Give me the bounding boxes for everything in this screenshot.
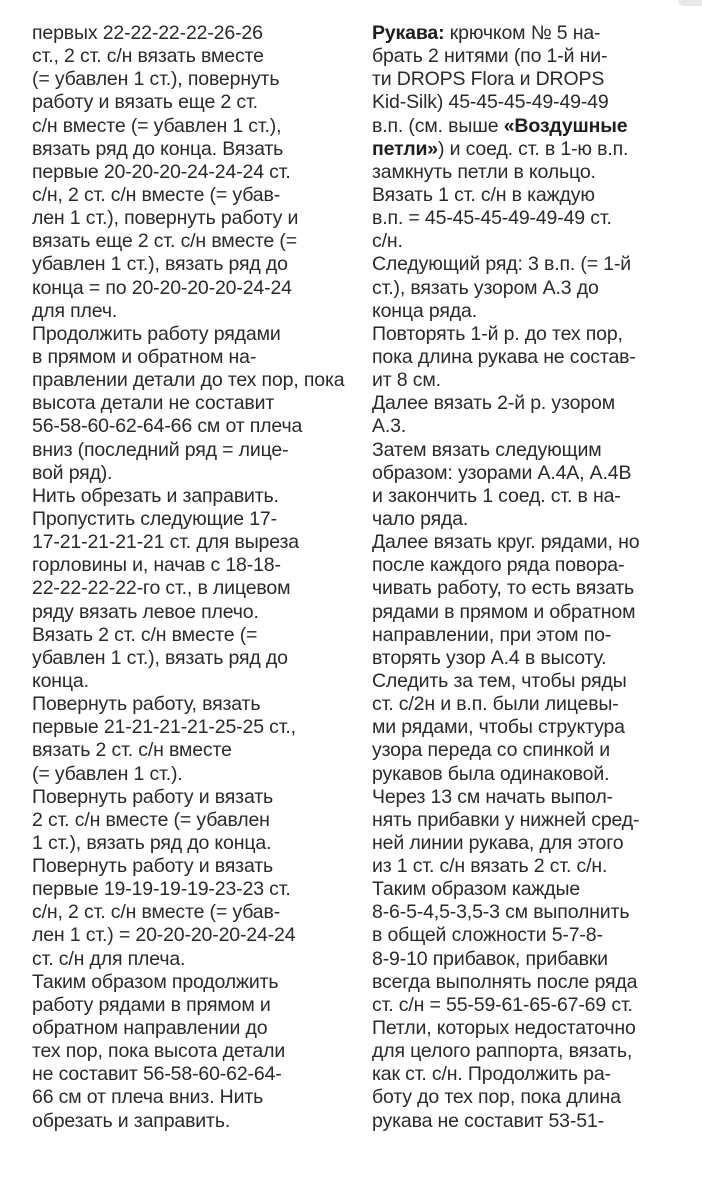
text-run: обрезать и заправить. xyxy=(32,1109,231,1132)
text-run: чало ряда. xyxy=(372,507,469,530)
right-column-line xyxy=(372,346,684,369)
right-column-line xyxy=(372,670,684,693)
left-column-line xyxy=(32,1040,344,1063)
left-column-line xyxy=(32,924,344,947)
right-column-line xyxy=(372,323,684,346)
text-run: Нить обрезать и заправить. xyxy=(32,484,279,507)
left-column-line xyxy=(32,485,344,508)
left-column-line xyxy=(32,184,344,207)
right-column-line xyxy=(372,577,684,600)
text-run: Через 13 см начать выпол- xyxy=(372,785,613,808)
left-column-line xyxy=(32,994,344,1017)
text-run: высота детали не составит xyxy=(32,392,275,415)
right-column-line xyxy=(372,485,684,508)
text-run: первые 21-21-21-21-25-25 ст., xyxy=(32,716,296,739)
text-run: вторять узор А.4 в высоту. xyxy=(372,646,607,669)
text-run: и закончить 1 соед. ст. в на- xyxy=(372,484,621,507)
right-column-line xyxy=(372,415,684,438)
left-column-line xyxy=(32,786,344,809)
left-column-line xyxy=(32,323,344,346)
right-column-line xyxy=(372,392,684,415)
text-run: вязать 2 ст. с/н вместе xyxy=(32,739,232,762)
text-run: Вязать 1 ст. с/н в каждую xyxy=(372,183,595,206)
left-column-line xyxy=(32,161,344,184)
text-run: вязать еще 2 ст. с/н вместе (= xyxy=(32,230,297,253)
text-run: рукава не составит 53-51- xyxy=(372,1109,604,1132)
bold-text-run: Рукава: xyxy=(372,22,445,44)
text-run: для плеч. xyxy=(32,299,118,322)
text-run: 66 см от плеча вниз. Нить xyxy=(32,1086,264,1109)
text-run: с/н вместе (= убавлен 1 ст.), xyxy=(32,114,282,137)
right-column-line xyxy=(372,948,684,971)
text-run: всегда выполнять после ряда xyxy=(372,970,638,993)
bold-text-run: «Воздушные xyxy=(503,114,628,137)
text-run: Повернуть работу и вязать xyxy=(32,855,274,878)
text-run: ст. с/н для плеча. xyxy=(32,947,186,970)
text-run: ми рядами, чтобы структура xyxy=(372,716,625,739)
right-column-line xyxy=(372,138,684,161)
left-column-line xyxy=(32,68,344,91)
text-run: вязать ряд до конца. Вязать xyxy=(32,137,284,160)
right-column-line xyxy=(372,901,684,924)
text-run: Далее вязать 2-й р. узором xyxy=(372,392,615,415)
text-run: Вязать 2 ст. с/н вместе (= xyxy=(32,623,258,646)
text-run: убавлен 1 ст.), вязать ряд до xyxy=(32,646,288,669)
left-column-line xyxy=(32,763,344,786)
text-run: ст. с/2н и в.п. были лицевы- xyxy=(372,693,619,716)
right-column-line xyxy=(372,207,684,230)
text-run: 22-22-22-22-го ст., в лицевом xyxy=(32,577,291,600)
text-run: Далее вязать круг. рядами, но xyxy=(372,531,640,554)
text-run: обратном направлении до xyxy=(32,1017,268,1040)
left-column-line xyxy=(32,253,344,276)
text-run: из 1 ст. с/н вязать 2 ст. с/н. xyxy=(372,855,608,878)
right-column-line xyxy=(372,924,684,947)
text-run: горловины и, начав с 18-18- xyxy=(32,554,281,577)
left-column-line xyxy=(32,45,344,68)
left-column-line xyxy=(32,508,344,531)
text-run: образом: узорами А.4А, А.4В xyxy=(372,461,632,484)
text-run: первые 19-19-19-19-23-23 ст. xyxy=(32,878,291,901)
page-corner-mark xyxy=(678,0,702,6)
text-run: крючком № 5 на- xyxy=(444,22,601,44)
right-column-line xyxy=(372,462,684,485)
text-run: в прямом и обратном на- xyxy=(32,345,257,368)
left-column-line xyxy=(32,901,344,924)
text-run: брать 2 нитями (по 1-й ни- xyxy=(372,45,608,68)
left-column-line xyxy=(32,647,344,670)
text-run: ит 8 см. xyxy=(372,369,441,392)
text-run: нять прибавки у нижней сред- xyxy=(372,808,640,831)
text-run: лен 1 ст.), повернуть работу и xyxy=(32,207,299,230)
right-column-line xyxy=(372,369,684,392)
text-run: Пропустить следующие 17- xyxy=(32,507,277,530)
text-run: для целого раппорта, вязать, xyxy=(372,1040,633,1063)
left-column-line xyxy=(32,230,344,253)
left-column-line xyxy=(32,624,344,647)
left-column-line xyxy=(32,1110,344,1133)
text-run: ти DROPS Flora и DROPS xyxy=(372,68,605,91)
text-run: А.3. xyxy=(372,415,407,438)
left-column-line xyxy=(32,415,344,438)
left-column-line xyxy=(32,832,344,855)
right-column-line xyxy=(372,832,684,855)
text-run: убавлен 1 ст.), вязать ряд до xyxy=(32,253,288,276)
left-column-line xyxy=(32,1017,344,1040)
text-run: Kid-Silk) 45-45-45-49-49-49 xyxy=(372,91,609,114)
left-column-line xyxy=(32,601,344,624)
right-column-line xyxy=(372,601,684,624)
right-column-line xyxy=(372,91,684,114)
text-run: вниз (последний ряд = лице- xyxy=(32,438,289,461)
text-run: ст.), вязать узором А.3 до xyxy=(372,276,599,299)
left-column-line xyxy=(32,971,344,994)
left-column-line xyxy=(32,878,344,901)
left-column-line xyxy=(32,693,344,716)
left-column-line xyxy=(32,392,344,415)
right-column-line xyxy=(372,531,684,554)
text-run: чивать работу, то есть вязать xyxy=(372,577,635,600)
text-run: Повернуть работу, вязать xyxy=(32,693,261,716)
right-column-line xyxy=(372,1110,684,1133)
text-run: лен 1 ст.) = 20-20-20-20-24-24 xyxy=(32,924,296,947)
text-run: Петли, которых недостаточно xyxy=(372,1017,636,1040)
left-column-line xyxy=(32,91,344,114)
left-column-line xyxy=(32,369,344,392)
text-run: в общей сложности 5-7-8- xyxy=(372,924,603,947)
right-column-line xyxy=(372,230,684,253)
text-run: не составит 56-58-60-62-64- xyxy=(32,1063,282,1086)
left-column-line xyxy=(32,115,344,138)
right-text-column xyxy=(372,22,684,1133)
right-column-line xyxy=(372,115,684,138)
left-column-line xyxy=(32,300,344,323)
text-run: работу и вязать еще 2 ст. xyxy=(32,91,258,114)
text-run: в.п. (см. выше xyxy=(372,114,504,137)
right-column-line xyxy=(372,439,684,462)
text-run: 2 ст. с/н вместе (= убавлен xyxy=(32,808,270,831)
left-column-line xyxy=(32,439,344,462)
right-column-line xyxy=(372,855,684,878)
right-column-line xyxy=(372,1086,684,1109)
right-column-line xyxy=(372,809,684,832)
text-run: вой ряд). xyxy=(32,461,113,484)
right-column-line xyxy=(372,647,684,670)
left-column-line xyxy=(32,462,344,485)
right-column-line xyxy=(372,971,684,994)
text-run: ст., 2 ст. с/н вязать вместе xyxy=(32,45,264,68)
text-run: рядами в прямом и обратном xyxy=(372,600,636,623)
left-column-line xyxy=(32,277,344,300)
text-run: конца ряда. xyxy=(372,299,477,322)
left-column-line xyxy=(32,809,344,832)
text-run: конца = по 20-20-20-20-24-24 xyxy=(32,276,292,299)
right-column-line xyxy=(372,994,684,1017)
left-column-line xyxy=(32,577,344,600)
text-run: 17-21-21-21-21 ст. для выреза xyxy=(32,531,300,554)
text-run: 8-6-5-4,5-3,5-3 см выполнить xyxy=(372,901,630,924)
left-column-line xyxy=(32,739,344,762)
text-run: (= убавлен 1 ст.), повернуть xyxy=(32,68,280,91)
right-column-line xyxy=(372,554,684,577)
text-run: Таким образом каждые xyxy=(372,878,581,901)
text-run: ст. с/н = 55-59-61-65-67-69 ст. xyxy=(372,993,633,1016)
right-column-line xyxy=(372,1063,684,1086)
text-run: 1 ст.), вязать ряд до конца. xyxy=(32,831,272,854)
right-column-line xyxy=(372,508,684,531)
text-run: после каждого ряда повора- xyxy=(372,554,625,577)
right-column-line xyxy=(372,184,684,207)
text-run: с/н. xyxy=(372,230,403,253)
right-column-line xyxy=(372,693,684,716)
left-column-line xyxy=(32,207,344,230)
text-run: в.п. = 45-45-45-49-49-49 ст. xyxy=(372,207,612,230)
right-column-line xyxy=(372,277,684,300)
left-column-line xyxy=(32,1086,344,1109)
text-run: ней линии рукава, для этого xyxy=(372,831,624,854)
left-column-line xyxy=(32,855,344,878)
text-run: с/н, 2 ст. с/н вместе (= убав- xyxy=(32,183,281,206)
text-run: боту до тех пор, пока длина xyxy=(372,1086,621,1109)
text-run: работу рядами в прямом и xyxy=(32,993,271,1016)
text-run: Следить за тем, чтобы ряды xyxy=(372,669,627,692)
right-column-line xyxy=(372,878,684,901)
left-column-line xyxy=(32,138,344,161)
right-column-line xyxy=(372,253,684,276)
text-run: (= убавлен 1 ст.). xyxy=(32,762,183,785)
right-column-line xyxy=(372,1017,684,1040)
right-column-line xyxy=(372,161,684,184)
text-run: Таким образом продолжить xyxy=(32,970,279,993)
right-column-line xyxy=(372,68,684,91)
text-run: правлении детали до тех пор, пока xyxy=(32,369,345,392)
text-run: тех пор, пока высота детали xyxy=(32,1040,286,1063)
left-column-line xyxy=(32,948,344,971)
right-column-line xyxy=(372,45,684,68)
text-run: 8-9-10 прибавок, прибавки xyxy=(372,947,608,970)
text-run: Затем вязать следующим xyxy=(372,438,602,461)
text-run: узора переда со спинкой и xyxy=(372,739,610,762)
text-run: Повернуть работу и вязать xyxy=(32,785,274,808)
text-run: конца. xyxy=(32,669,89,692)
text-run: ряду вязать левое плечо. xyxy=(32,600,259,623)
text-run: Следующий ряд: 3 в.п. (= 1-й xyxy=(372,253,632,276)
text-run: ) и соед. ст. в 1-ю в.п. xyxy=(437,137,629,160)
left-column-line xyxy=(32,22,344,45)
text-run: первые 20-20-20-24-24-24 ст. xyxy=(32,160,291,183)
right-column-line xyxy=(372,300,684,323)
left-column-line xyxy=(32,716,344,739)
left-text-column xyxy=(32,22,344,1133)
text-run: Продолжить работу рядами xyxy=(32,322,281,345)
right-column-line xyxy=(372,624,684,647)
text-run: замкнуть петли в кольцо. xyxy=(372,160,596,183)
left-column-line xyxy=(32,1063,344,1086)
text-run: с/н, 2 ст. с/н вместе (= убав- xyxy=(32,901,281,924)
text-run: направлении, при этом по- xyxy=(372,623,612,646)
right-column-line xyxy=(372,786,684,809)
bold-text-run: петли» xyxy=(372,137,438,160)
text-run: Повторять 1-й р. до тех пор, xyxy=(372,322,623,345)
left-column-line xyxy=(32,346,344,369)
text-run: пока длина рукава не состав- xyxy=(372,345,636,368)
right-column-line xyxy=(372,739,684,762)
right-column-line xyxy=(372,22,684,45)
left-column-line xyxy=(32,554,344,577)
left-column-line xyxy=(32,670,344,693)
left-column-line xyxy=(32,531,344,554)
text-run: первых 22-22-22-22-26-26 xyxy=(32,22,263,44)
right-column-line xyxy=(372,763,684,786)
right-column-line xyxy=(372,716,684,739)
text-run: 56-58-60-62-64-66 см от плеча xyxy=(32,415,303,438)
right-column-line xyxy=(372,1040,684,1063)
text-run: рукавов была одинаковой. xyxy=(372,762,610,785)
text-run: как ст. с/н. Продолжить ра- xyxy=(372,1063,611,1086)
